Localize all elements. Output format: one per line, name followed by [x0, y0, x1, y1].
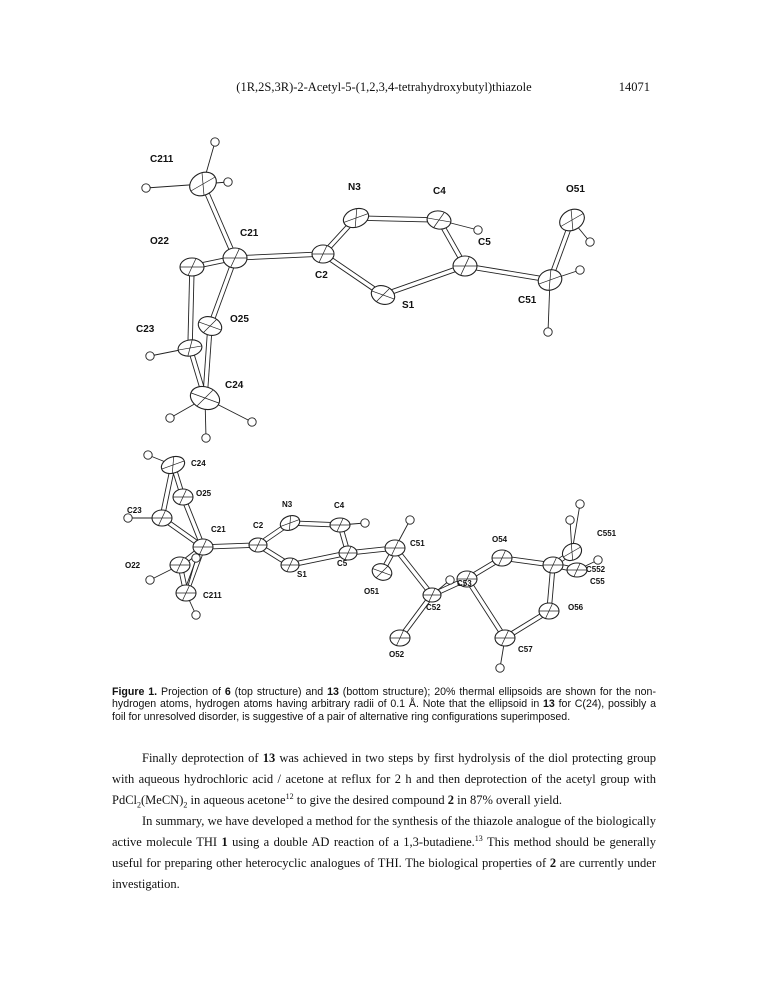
caption-ref-2: 13 — [327, 686, 339, 698]
body-text — [112, 748, 656, 895]
top-bond — [192, 267, 194, 348]
bottom-hydrogen-atom — [124, 514, 132, 522]
atom-label-c52: C52 — [426, 603, 441, 612]
running-title: (1R,2S,3R)-2-Acetyl-5-(1,2,3,4-tetrahydroxybutyl)thiazole — [236, 80, 532, 94]
atom-label-c2: C2 — [253, 521, 264, 530]
atom-label-o22: O22 — [150, 236, 169, 247]
caption-text-4: for C(24), possibly a foil for unresolved disorder, is suggestive of a pair of alternative ring configurations superimposed. — [112, 698, 656, 723]
ortep-structures — [0, 120, 768, 680]
atom-label-c211: C211 — [203, 591, 222, 600]
atom-label-o25: O25 — [196, 489, 212, 498]
p1-ref: 13 — [262, 751, 276, 765]
atom-label-c552: C552 — [586, 565, 606, 574]
atom-label-s1: S1 — [402, 300, 415, 311]
p1-text: Finally deprotection of — [142, 751, 263, 765]
top-hydrogen-atom — [202, 434, 210, 442]
atom-label-n3: N3 — [282, 500, 293, 509]
top-hydrogen-atom — [166, 414, 174, 422]
bottom-hydrogen-atom — [144, 451, 152, 459]
atom-label-o54: O54 — [492, 535, 508, 544]
p1-text: was achieved in two steps by first hydrolysis of the diol protecting group with aqueous hydrochloric acid / acetone at reflux for 2 h and then deprotection of the acetyl group with PdCl — [112, 751, 656, 807]
page-number: 14071 — [618, 80, 650, 94]
p1-ref: 2 — [447, 793, 454, 807]
top-hydrogen-atom — [248, 418, 256, 426]
p1-text: in aqueous acetone — [187, 793, 286, 807]
caption-label: Figure 1. — [112, 686, 158, 698]
top-hydrogen-atom — [544, 328, 552, 336]
atom-label-c55: C55 — [590, 577, 605, 586]
p1-text: in 87% overall yield. — [454, 793, 562, 807]
atom-label-o56: O56 — [568, 603, 584, 612]
atom-label-c5: C5 — [478, 237, 491, 248]
p1-text: to give the desired compound — [293, 793, 448, 807]
atom-label-c211: C211 — [150, 154, 174, 165]
top-bond — [356, 220, 439, 222]
atom-label-c51: C51 — [518, 295, 537, 306]
atom-label-c2: C2 — [315, 270, 328, 281]
top-bond — [382, 264, 464, 293]
caption-text-3: (bottom structure); 20% thermal ellipsoids are shown for the non-hydrogen atoms, hydrogen atoms having arbitrary radii of 0.1 Å. Note that the ellipsoid in — [112, 686, 656, 711]
top-bond — [201, 185, 233, 259]
bottom-hydrogen-atom — [146, 576, 154, 584]
atom-label-n3: N3 — [348, 182, 361, 193]
atom-label-c551: C551 — [597, 529, 617, 538]
bottom-hydrogen-atom — [192, 554, 200, 562]
atom-label-c23: C23 — [136, 324, 155, 335]
p1-text: (MeCN) — [141, 793, 184, 807]
p2-ref: 2 — [549, 856, 557, 870]
bottom-hydrogen-atom — [576, 500, 584, 508]
top-hydrogen-atom — [146, 352, 154, 360]
caption-text-2: (top structure) and — [230, 686, 328, 698]
top-hydrogen-atom — [224, 178, 232, 186]
top-bond — [205, 183, 237, 257]
bottom-hydrogen-atom — [361, 519, 369, 527]
atom-label-c21: C21 — [240, 228, 259, 239]
bottom-hydrogen-atom — [496, 664, 504, 672]
figure-1 — [0, 120, 768, 680]
bottom-hydrogen-atom — [406, 516, 414, 524]
figure-caption — [112, 686, 656, 723]
caption-ref-3: 13 — [543, 698, 555, 711]
atom-label-s1: S1 — [297, 570, 307, 579]
top-hydrogen-atom — [142, 184, 150, 192]
atom-label-c51: C51 — [410, 539, 425, 548]
atom-label-o52: O52 — [389, 650, 405, 659]
p2-text: In summary, we have developed a method for the synthesis of the thiazole analogue of the biologically active molecule THI — [112, 814, 656, 849]
bottom-hydrogen-atom — [594, 556, 602, 564]
top-hydrogen-atom — [586, 238, 594, 246]
atom-label-c21: C21 — [211, 525, 226, 534]
bottom-bond — [469, 578, 507, 637]
p2-text: using a double AD reaction of a 1,3-butadiene. — [227, 835, 475, 849]
p2-citation: 13 — [474, 833, 483, 843]
paragraph-2 — [112, 811, 656, 895]
page-header — [0, 80, 768, 100]
top-bond — [235, 252, 323, 256]
p2-text: This method should be generally useful for preparing other heterocyclic analogues of THI. The biological properties of — [112, 835, 656, 870]
atom-label-o22: O22 — [125, 561, 141, 570]
atom-label-c24: C24 — [225, 380, 244, 391]
bottom-hydrogen-atom — [566, 516, 574, 524]
atom-label-c53: C53 — [457, 579, 472, 588]
top-bond — [188, 267, 190, 348]
paragraph-1 — [112, 748, 656, 811]
caption-ref-1: 6 — [224, 686, 231, 698]
p2-ref: 1 — [221, 835, 228, 849]
bottom-bond — [393, 549, 430, 596]
atom-label-c4: C4 — [433, 186, 446, 197]
caption-text-1: Projection of — [157, 686, 225, 698]
atom-label-c24: C24 — [191, 459, 206, 468]
atom-label-c4: C4 — [334, 501, 345, 510]
top-bond — [384, 268, 466, 297]
bottom-bond — [465, 580, 503, 639]
top-hydrogen-atom — [576, 266, 584, 274]
bottom-hydrogen-atom — [446, 576, 454, 584]
p1-sub: 2 — [183, 800, 188, 810]
atom-label-c57: C57 — [518, 645, 533, 654]
p1-citation: 12 — [285, 791, 294, 801]
bottom-hydrogen-atom — [192, 611, 200, 619]
atom-label-o25: O25 — [230, 314, 249, 325]
p2-text: are currently under investigation. — [112, 856, 656, 891]
atom-label-c23: C23 — [127, 506, 142, 515]
atom-label-o51: O51 — [566, 184, 585, 195]
p1-sub: 2 — [137, 800, 142, 810]
top-hydrogen-atom — [211, 138, 219, 146]
atom-label-c5: C5 — [337, 559, 348, 568]
top-bond — [235, 256, 323, 260]
top-hydrogen-atom — [474, 226, 482, 234]
atom-label-o51: O51 — [364, 587, 380, 596]
